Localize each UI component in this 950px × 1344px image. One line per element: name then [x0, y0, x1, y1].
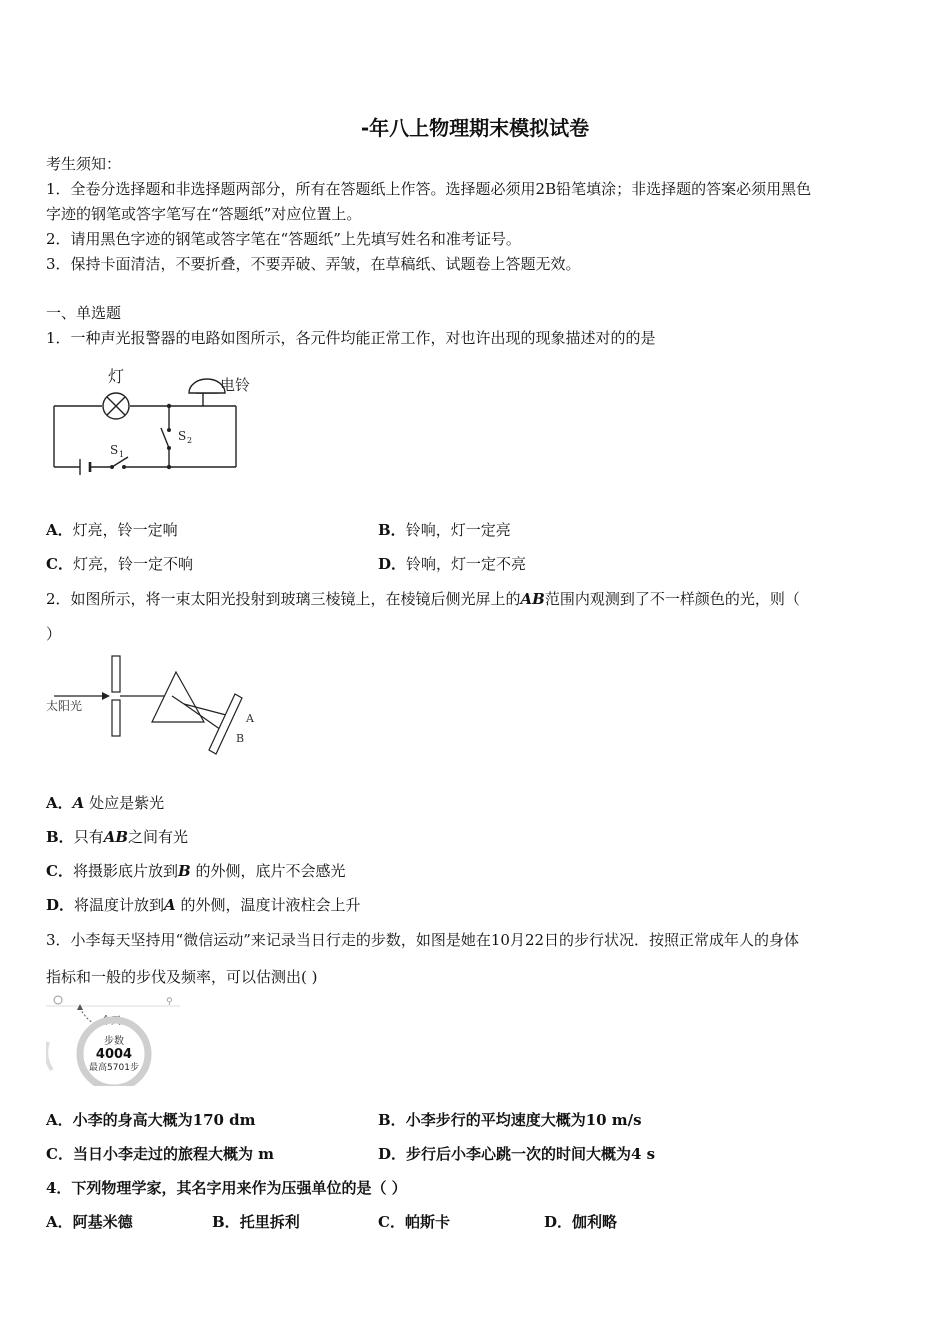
q4-option-b[interactable]: B．托里拆利	[212, 1213, 300, 1231]
q2-option-c[interactable]: C．将摄影底片放到B 的外侧，底片不会感光	[46, 862, 346, 880]
q1-option-d[interactable]: D．铃响，灯一定不亮	[378, 555, 527, 573]
lamp-symbol	[103, 393, 129, 419]
q3-option-c[interactable]: C．当日小李走过的旅程大概为 m	[46, 1145, 275, 1163]
q2-option-a[interactable]: A．A 处应是紫光	[46, 794, 165, 812]
notice-item-3: 3．保持卡面清洁，不要折叠，不要弄破、弄皱，在草稿纸、试题卷上答题无效。	[46, 255, 581, 273]
steps-count: 4004	[95, 1047, 133, 1062]
q1-stem: 1．一种声光报警器的电路如图所示，各元件均能正常工作，对也许出现的现象描述对的的是	[46, 329, 656, 347]
s2-label: S	[178, 429, 187, 443]
q3-option-a[interactable]: A．小李的身高大概为170 dm	[46, 1111, 256, 1129]
q4-option-a[interactable]: A．阿基米德	[46, 1213, 133, 1231]
max-steps: 最高5701步	[89, 1063, 139, 1073]
q3-stem-cont: 指标和一般的步伐及频率，可以估测出( )	[46, 968, 318, 986]
arrow-head-icon	[102, 692, 110, 700]
q3-step-counter-image	[46, 994, 180, 1086]
q3-stem: 3．小李每天坚持用“微信运动”来记录当日行走的步数，如图是她在10月22日的步行状况．按照正常成年人的身体	[46, 931, 800, 949]
sunlight-label: 太阳光	[46, 699, 83, 713]
notice-heading: 考生须知：	[46, 155, 122, 173]
bell-label: 电铃	[220, 376, 251, 394]
q4-option-d[interactable]: D．伽利略	[544, 1213, 618, 1231]
q4-stem: 4．下列物理学家，其名字用来作为压强单位的是（ ）	[46, 1179, 407, 1197]
q4-option-c[interactable]: C．帕斯卡	[378, 1213, 450, 1231]
q1-option-a[interactable]: A．灯亮，铃一定响	[46, 521, 178, 539]
q1-option-b[interactable]: B．铃响，灯一定亮	[378, 521, 511, 539]
page-title: -年八上物理期末模拟试卷	[360, 116, 590, 140]
q1-circuit-diagram	[46, 360, 256, 480]
notice-item-2: 2．请用黑色字迹的钢笔或答字笔在“答题纸”上先填写姓名和准考证号。	[46, 230, 521, 248]
q2-stem: 2．如图所示，将一束太阳光投射到玻璃三棱镜上，在棱镜后侧光屏上的AB范围内观测到了不一样颜色的光，则（	[46, 590, 800, 608]
q2-prism-diagram	[44, 652, 264, 760]
switch-s2	[161, 428, 171, 450]
lamp-label: 灯	[108, 367, 125, 386]
point-a-label: A	[246, 712, 254, 725]
notice-item-1: 1．全卷分选择题和非选择题两部分，所有在答题纸上作答。选择题必须用2B铅笔填涂；非选择题的答案必须用黑色	[46, 180, 812, 198]
battery-symbol	[80, 459, 90, 475]
q3-option-d[interactable]: D．步行后小李心跳一次的时间大概为4 s	[378, 1145, 656, 1163]
steps-caption: 步数	[104, 1036, 124, 1047]
point-b-label: B	[236, 732, 245, 745]
s1-subscript: 1	[119, 450, 125, 459]
today-label: 今天	[101, 1016, 121, 1027]
section-heading: 一、单选题	[46, 304, 122, 322]
q3-option-b[interactable]: B．小李步行的平均速度大概为10 m/s	[378, 1111, 642, 1129]
q2-stem-cont: ）	[46, 625, 62, 643]
q2-option-b[interactable]: B．只有AB之间有光	[46, 828, 189, 846]
q1-option-c[interactable]: C．灯亮，铃一定不响	[46, 555, 193, 573]
s1-label: S	[110, 443, 119, 457]
share-icon: ⚲	[166, 997, 173, 1007]
q2-option-d[interactable]: D．将温度计放到A 的外侧，温度计液柱会上升	[46, 896, 361, 914]
s2-subscript: 2	[187, 436, 193, 445]
notice-item-1-cont: 字迹的钢笔或答字笔写在“答题纸”对应位置上。	[46, 205, 362, 223]
